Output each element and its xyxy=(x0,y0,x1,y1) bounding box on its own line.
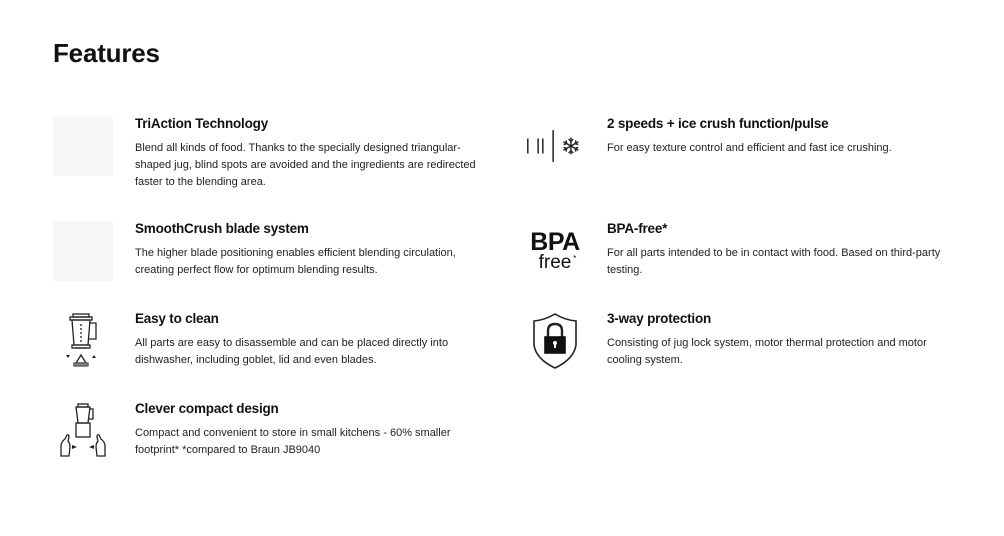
shield-lock-icon xyxy=(525,311,585,371)
feature-text xyxy=(607,221,957,279)
page-title: Features xyxy=(53,38,160,68)
feature-title: 2 speeds + ice crush function/pulse xyxy=(607,116,829,131)
feature-text xyxy=(135,116,485,191)
speeds-snowflake-icon xyxy=(525,116,585,176)
image-placeholder-icon xyxy=(53,116,113,176)
feature-description: Blend all kinds of food. Thanks to the specially designed triangular-shaped jug, blind spots are avoided and the ingredients are redirected faster to the blending area. xyxy=(135,142,476,188)
bpa-free-icon xyxy=(525,221,585,281)
feature-description: Compact and convenient to store in small kitchens - 60% smaller footprint* *compared to Braun JB9040 xyxy=(135,427,451,456)
feature-title: TriAction Technology xyxy=(135,116,269,131)
feature-text xyxy=(135,221,485,279)
feature-description: All parts are easy to disassemble and can be placed directly into dishwasher, including goblet, lid and even blades. xyxy=(135,337,449,366)
blender-hands-compact-icon xyxy=(53,401,113,461)
feature-title: SmoothCrush blade system xyxy=(135,221,309,236)
image-placeholder-icon xyxy=(53,221,113,281)
feature-description: The higher blade positioning enables efficient blending circulation, creating perfect flow for optimum blending results. xyxy=(135,247,456,276)
feature-description: For easy texture control and efficient and fast ice crushing. xyxy=(607,142,892,154)
feature-text xyxy=(607,311,957,369)
feature-title: Easy to clean xyxy=(135,311,219,326)
free-logo-text: free xyxy=(538,252,572,273)
feature-description: Consisting of jug lock system, motor thermal protection and motor cooling system. xyxy=(607,337,927,366)
blender-disassemble-icon xyxy=(53,311,113,371)
feature-text xyxy=(135,311,485,369)
asterisk-mark: * xyxy=(573,254,577,263)
feature-title: Clever compact design xyxy=(135,401,279,416)
feature-text xyxy=(607,116,957,157)
feature-title: 3-way protection xyxy=(607,311,712,326)
feature-title: BPA-free* xyxy=(607,221,668,236)
bpa-logo-text: BPA xyxy=(530,228,580,256)
feature-text xyxy=(135,401,485,459)
feature-description: For all parts intended to be in contact with food. Based on third-party testing. xyxy=(607,247,941,276)
